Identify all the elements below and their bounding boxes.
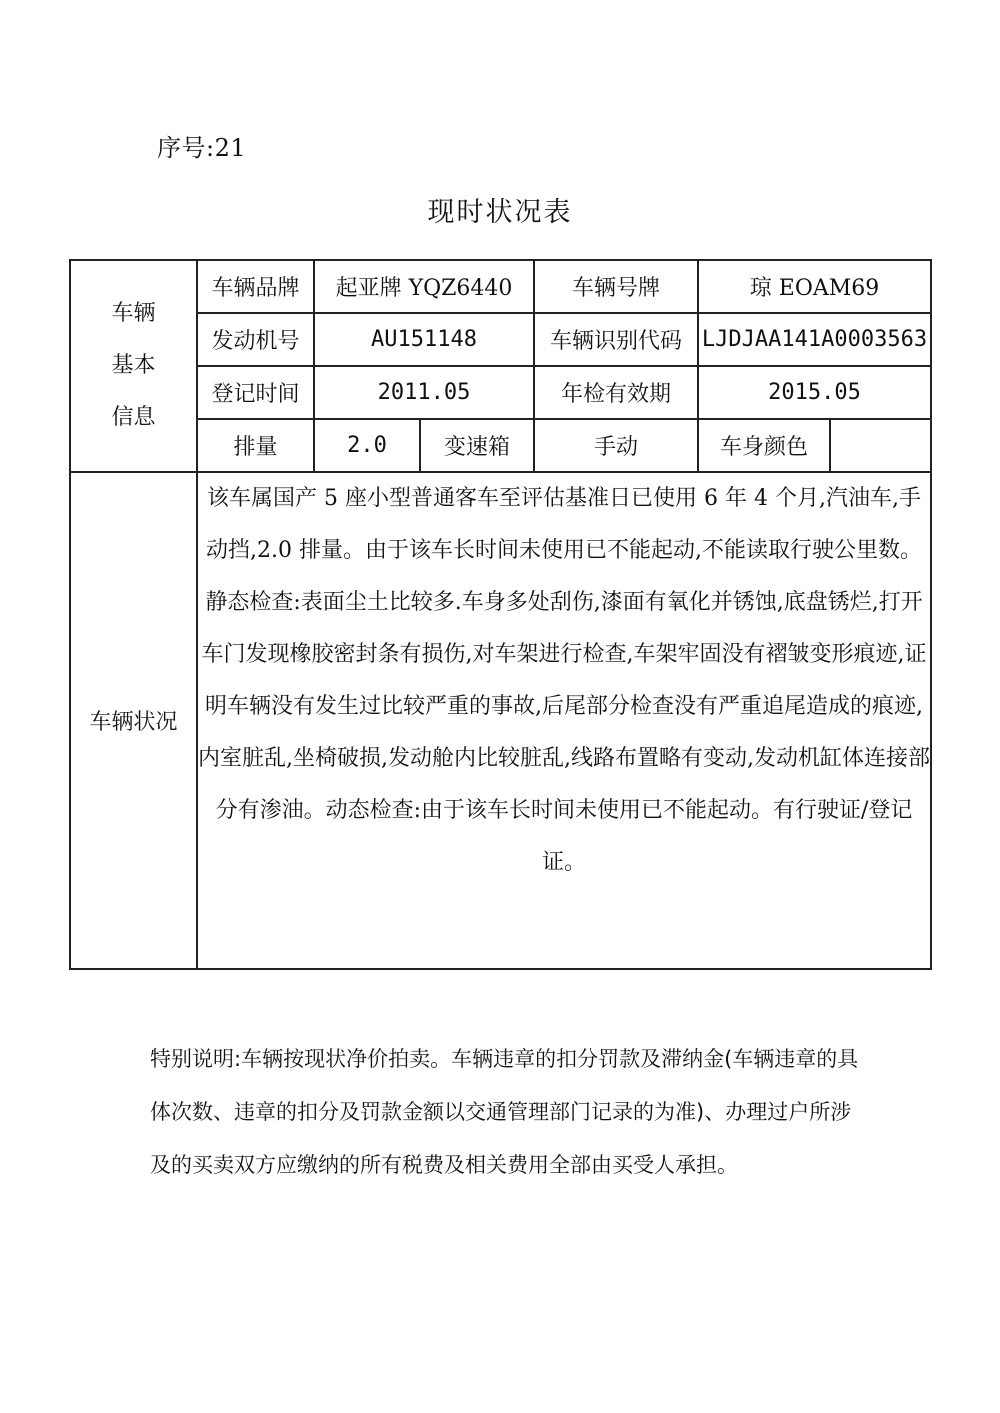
basic-info-label-line: 信息 xyxy=(111,405,156,430)
page-title: 现时状况表 xyxy=(427,197,573,228)
plate-value: 琼 EOAM69 xyxy=(698,260,931,313)
engine-label: 发动机号 xyxy=(197,313,314,366)
displacement-label: 排量 xyxy=(197,419,314,472)
basic-info-label-line: 车辆 xyxy=(111,301,156,326)
inspection-value: 2015.05 xyxy=(698,366,931,419)
engine-value: AU151148 xyxy=(314,313,534,366)
condition-text: 该车属国产 5 座小型普通客车至评估基准日已使用 6 年 4 个月,汽油车,手动挡,2.0 排量。由于该车长时间未使用已不能起动,不能读取行驶公里数。静态检查:表面尘土比较多.车身多处刮伤,漆面有氧化并锈蚀,底盘锈烂,打开车门发现橡胶密封条有损伤,对车架进行检查,车架牢固没有褶皱变形痕迹,证明车辆没有发生过比较严重的事故,后尾部分检查没有严重追尾造成的痕迹,内室脏乱,坐椅破损,发动舱内比较脏乱,线路布置略有变动,发动机缸体连接部分有渗油。动态检查:由于该车长时间未使用已不能起动。有行驶证/登记证。 xyxy=(197,472,931,969)
gearbox-value: 手动 xyxy=(534,419,698,472)
body-color-value xyxy=(830,419,931,472)
special-note: 特别说明:车辆按现状净价拍卖。车辆违章的扣分罚款及滞纳金(车辆违章的具体次数、违章的扣分及罚款金额以交通管理部门记录的为准)、办理过户所涉及的买卖双方应缴纳的所有税费及相关费用全部由买受人承担。 xyxy=(150,1047,859,1177)
condition-label: 车辆状况 xyxy=(70,472,197,969)
serial-number: 序号:21 xyxy=(157,134,247,162)
registration-value: 2011.05 xyxy=(314,366,534,419)
brand-value: 起亚牌 YQZ6440 xyxy=(314,260,534,313)
status-table xyxy=(69,259,932,970)
gearbox-label: 变速箱 xyxy=(420,419,534,472)
body-color-label: 车身颜色 xyxy=(698,419,830,472)
basic-info-label-line: 基本 xyxy=(111,353,156,378)
plate-label: 车辆号牌 xyxy=(534,260,698,313)
basic-info-label xyxy=(70,260,197,472)
inspection-label: 年检有效期 xyxy=(534,366,698,419)
registration-label: 登记时间 xyxy=(197,366,314,419)
vin-value: LJDJAA141A0003563 xyxy=(698,313,931,366)
vin-label: 车辆识别代码 xyxy=(534,313,698,366)
brand-label: 车辆品牌 xyxy=(197,260,314,313)
displacement-value: 2.0 xyxy=(314,419,420,472)
